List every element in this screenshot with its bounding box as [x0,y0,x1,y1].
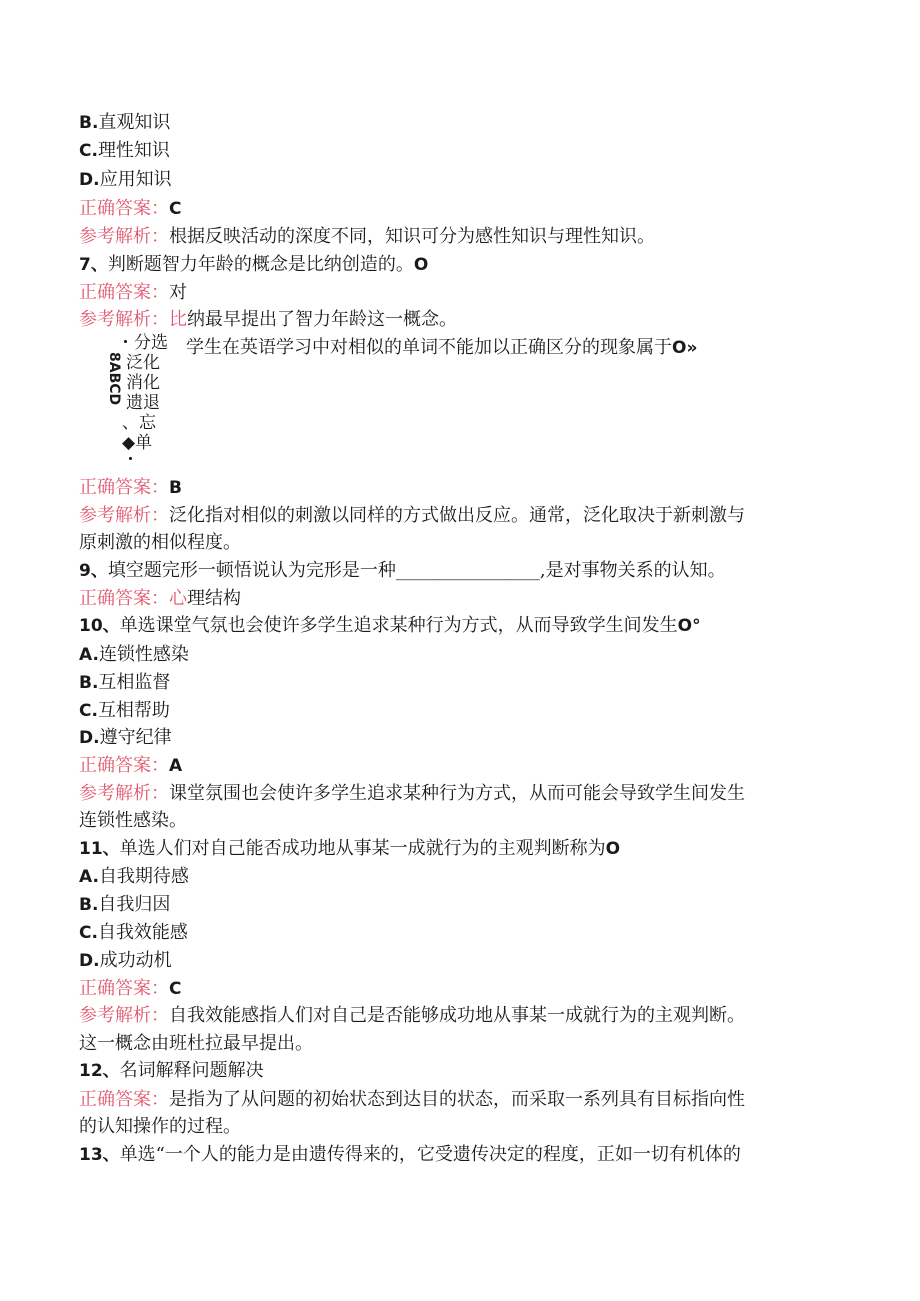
q6-answer [79,198,181,220]
q10-option-a [79,644,189,666]
q8-fragment: ◆单 [122,433,153,453]
answer-label: 正确答案： [79,978,169,999]
q9-title [79,560,726,582]
question-text: 单选课堂气氛也会使许多学生追求某种行为方式，从而导致学生间发生 [119,615,678,636]
answer-value: 的认知操作的过程。 [79,1116,241,1137]
option-text: 应用知识 [99,169,172,190]
option-text: 连锁性感染 [98,644,189,665]
q12-title [79,1060,264,1082]
analysis-text: 这一概念由班杜拉最早提出。 [79,1033,313,1054]
q11-option-b [79,894,170,916]
analysis-label: 参考解析： [79,783,169,804]
q11-title [79,838,620,860]
analysis-label: 参考解析： [79,505,169,526]
analysis-text: 根据反映活动的深度不同，知识可分为感性知识与理性知识。 [169,226,655,247]
analysis-text-first: 比 [169,309,187,330]
option-letter: D. [79,170,100,190]
option-letter: B. [79,673,99,693]
question-mark: O° [677,616,701,636]
question-number: 13、 [79,1145,120,1165]
answer-value: 理结构 [187,588,241,609]
option-letter: C. [79,923,98,943]
answer-value: B [169,478,182,498]
question-number: 10、 [79,616,120,636]
q10-analysis [79,783,745,805]
q8-fragment: ・分选 [117,333,168,353]
option-text: 成功动机 [99,950,172,971]
question-text: 判断题智力年龄的概念是比纳创造的。 [107,254,414,275]
q10-answer [79,755,182,777]
answer-value: C [169,199,182,219]
question-text: 单选人们对自己能否成功地从事某一成就行为的主观判断称为 [119,838,606,859]
q11-answer [79,978,181,1000]
vertical-text: 8ABCD [106,352,122,406]
q8-fragment: 、忘 [122,413,156,433]
q11-option-c [79,922,188,944]
option-text: 互相监督 [98,672,171,693]
q10-option-c [79,700,170,722]
q12-answer-cont [79,1116,241,1138]
option-text: 自我归因 [98,894,171,915]
analysis-label: 参考解析： [79,309,169,330]
option-letter: B. [79,895,99,915]
answer-value: 对 [169,282,187,303]
question-mark: O [605,839,621,859]
q11-analysis-cont [79,1033,313,1055]
q10-analysis-cont [79,810,187,832]
q7-title [79,254,428,276]
analysis-text: 连锁性感染。 [79,810,187,831]
option-letter: B. [79,113,99,133]
answer-label: 正确答案： [79,755,169,776]
option-letter: D. [79,951,100,971]
q11-analysis [79,1005,745,1027]
question-text: 学生在英语学习中对相似的单词不能加以正确区分的现象属于 [186,337,672,358]
option-letter: D. [79,728,100,748]
q8-question [186,337,697,359]
option-letter: A. [79,867,99,887]
q8-analysis-cont [79,532,241,554]
answer-label: 正确答案： [79,282,169,303]
question-number: 11、 [79,839,120,859]
q10-option-b [79,672,170,694]
q8-fragment: 遗退 [126,393,160,413]
analysis-text: 纳最早提出了智力年龄这一概念。 [187,309,457,330]
q8-analysis [79,505,745,527]
option-letter: A. [79,645,99,665]
question-text: 单选“一个人的能力是由遗传得来的，它受遗传决定的程度，正如一切有机体的 [119,1144,741,1165]
q13-title [79,1144,741,1166]
q7-analysis [79,309,457,331]
question-text: 名词解释问题解决 [119,1060,264,1081]
q6-analysis [79,226,655,248]
q6-option-c [79,140,170,162]
q11-option-a [79,866,189,888]
option-text: 直观知识 [98,112,171,133]
q10-title [79,615,701,637]
analysis-text: 自我效能感指人们对自己是否能够成功地从事某一成就行为的主观判断。 [169,1005,745,1026]
option-text: 自我效能感 [97,922,188,943]
q11-option-d [79,950,172,972]
answer-value: 是指为了从问题的初始状态到达目的状态，而采取一系列具有目标指向性 [169,1089,745,1110]
answer-label: 正确答案： [79,1089,169,1110]
answer-value: C [169,979,182,999]
answer-value: A [169,756,183,776]
option-text: 互相帮助 [97,700,170,721]
question-number: 9、 [79,561,108,581]
option-letter: C. [79,141,98,161]
question-text: 填空题完形一顿悟说认为完形是一种 [107,560,396,581]
analysis-text: 课堂氛围也会使许多学生追求某种行为方式，从而可能会导致学生间发生 [169,783,745,804]
q12-answer [79,1089,745,1111]
q8-fragment: 消化 [126,373,160,393]
question-mark: O» [672,338,698,358]
analysis-text: 泛化指对相似的刺激以同样的方式做出反应。通常，泛化取决于新刺激与 [169,505,745,526]
q8-answer [79,477,182,499]
q8-vertical-number [104,352,122,412]
answer-value-first: 心 [169,588,187,609]
q8-fragment: 泛化 [126,353,160,373]
option-letter: C. [79,701,98,721]
analysis-label: 参考解析： [79,1005,169,1026]
answer-label: 正确答案： [79,477,169,498]
fill-blank: ________________ [395,560,540,581]
question-text: ,是对事物关系的认知。 [539,560,726,581]
question-number: 12、 [79,1061,120,1081]
q8-fragment: ・ [122,450,139,470]
question-mark: O [413,255,429,275]
option-text: 理性知识 [97,140,170,161]
analysis-text: 原刺激的相似程度。 [79,532,241,553]
q6-option-b [79,112,170,134]
question-number: 7、 [79,255,108,275]
option-text: 遵守纪律 [99,727,172,748]
q7-answer [79,282,187,304]
answer-label: 正确答案： [79,198,169,219]
answer-label: 正确答案： [79,588,169,609]
q10-option-d [79,727,172,749]
analysis-label: 参考解析： [79,226,169,247]
option-text: 自我期待感 [98,866,189,887]
q6-option-d [79,169,172,191]
q9-answer [79,588,241,610]
